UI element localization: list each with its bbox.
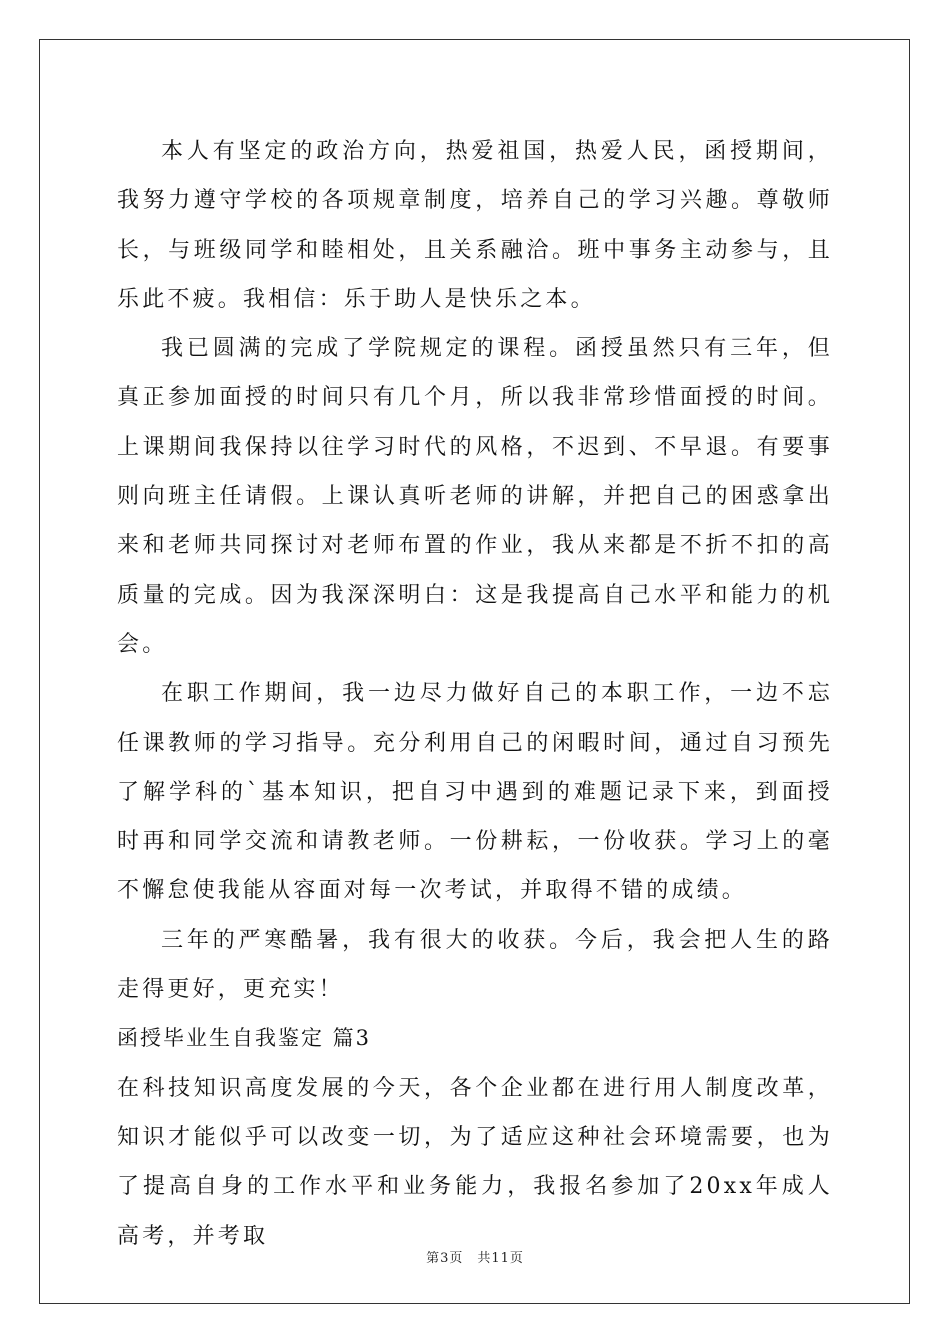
paragraph-3: 在职工作期间，我一边尽力做好自己的本职工作，一边不忘任课教师的学习指导。充分利用自己的闲暇时间，通过自习预先了解学科的`基本知识，把自习中遇到的难题记录下来，到面授时再和同学交流和请教老师。一份耕耘，一份收获。学习上的毫不懈怠使我能从容面对每一次考试，并取得不错的成绩。 xyxy=(117,681,833,904)
paragraph-2: 我已圆满的完成了学院规定的课程。函授虽然只有三年，但真正参加面授的时间只有几个月，所以我非常珍惜面授的时间。上课期间我保持以往学习时代的风格，不迟到、不早退。有要事则向班主任请假。上课认真听老师的讲解，并把自己的困惑拿出来和老师共同探讨对老师布置的作业，我从来都是不折不扣的高质量的完成。因为我深深明白：这是我提高自己水平和能力的机会。 xyxy=(117,336,833,657)
paragraph-4: 三年的严寒酷暑，我有很大的收获。今后，我会把人生的路走得更好，更充实！ xyxy=(117,927,833,1003)
paragraph-5: 在科技知识高度发展的今天，各个企业都在进行用人制度改革，知识才能似乎可以改变一切，为了适应这种社会环境需要，也为了提高自身的工作水平和业务能力，我报名参加了20xx年成人高考，并考取 xyxy=(117,1075,833,1249)
section-heading: 函授毕业生自我鉴定 篇3 xyxy=(117,1026,372,1051)
document-body xyxy=(117,127,833,1261)
paragraph-1: 本人有坚定的政治方向，热爱祖国，热爱人民，函授期间，我努力遵守学校的各项规章制度，培养自己的学习兴趣。尊敬师长，与班级同学和睦相处，且关系融洽。班中事务主动参与，且乐此不疲。我相信：乐于助人是快乐之本。 xyxy=(117,139,833,312)
page-number-footer: 第3页 共11页 xyxy=(426,1251,524,1266)
